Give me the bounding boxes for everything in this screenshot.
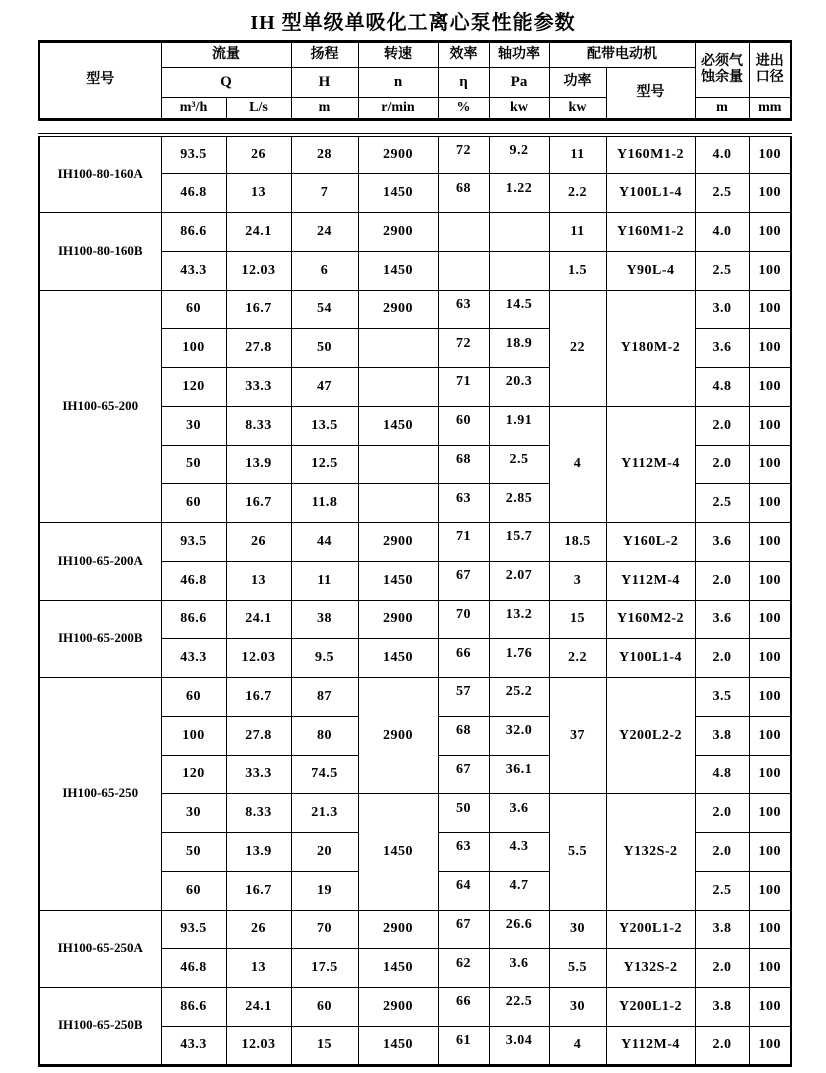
motor-power-cell: 37 [549,678,606,794]
speed-cell: 1450 [358,1026,438,1065]
head-cell: 60 [291,988,358,1027]
head-cell: 50 [291,329,358,368]
header-shaft-power-symbol: Pa [489,68,549,98]
speed-cell [358,368,438,407]
flow-m3h-cell: 43.3 [161,251,226,290]
header-npsh-line1: 必须气 [701,53,743,69]
motor-power-cell: 3 [549,561,606,600]
speed-cell: 2900 [358,988,438,1027]
diameter-cell: 100 [749,290,791,329]
npsh-cell: 2.5 [695,251,749,290]
npsh-cell: 3.6 [695,600,749,639]
shaft-power-cell [489,213,549,252]
efficiency-cell: 71 [438,523,489,562]
motor-model-cell: Y160L-2 [606,523,695,562]
head-cell: 80 [291,716,358,755]
shaft-power-cell: 4.3 [489,833,549,872]
efficiency-cell: 61 [438,1026,489,1065]
head-cell: 12.5 [291,445,358,484]
flow-ls-cell: 13.9 [226,833,291,872]
flow-ls-cell: 8.33 [226,794,291,833]
motor-power-cell: 22 [549,290,606,406]
efficiency-cell: 50 [438,794,489,833]
efficiency-cell: 68 [438,716,489,755]
efficiency-cell: 66 [438,988,489,1027]
shaft-power-cell: 2.5 [489,445,549,484]
table-row [39,600,791,639]
pump-model-cell: IH100-65-250 [39,678,161,911]
head-cell: 28 [291,135,358,174]
motor-model-cell: Y180M-2 [606,290,695,406]
diameter-cell: 100 [749,949,791,988]
speed-cell: 1450 [358,639,438,678]
diameter-cell: 100 [749,561,791,600]
shaft-power-cell: 3.6 [489,794,549,833]
unit-m3h: m³/h [161,98,226,120]
motor-model-cell: Y160M1-2 [606,135,695,174]
efficiency-cell [438,213,489,252]
efficiency-cell: 63 [438,833,489,872]
flow-ls-cell: 12.03 [226,251,291,290]
flow-m3h-cell: 50 [161,833,226,872]
npsh-cell: 3.0 [695,290,749,329]
motor-model-cell: Y112M-4 [606,561,695,600]
flow-ls-cell: 26 [226,523,291,562]
npsh-cell: 2.0 [695,794,749,833]
shaft-power-cell: 3.04 [489,1026,549,1065]
header-npsh-line2: 蚀余量 [701,70,743,85]
header-speed-symbol: n [358,68,438,98]
shaft-power-cell: 2.07 [489,561,549,600]
flow-ls-cell: 27.8 [226,716,291,755]
motor-power-cell: 5.5 [549,949,606,988]
motor-power-cell: 15 [549,600,606,639]
head-cell: 38 [291,600,358,639]
flow-ls-cell: 33.3 [226,368,291,407]
flow-m3h-cell: 46.8 [161,561,226,600]
flow-ls-cell: 13 [226,561,291,600]
speed-cell: 2900 [358,523,438,562]
motor-power-cell: 18.5 [549,523,606,562]
npsh-cell: 4.0 [695,213,749,252]
npsh-cell: 2.5 [695,484,749,523]
speed-cell [358,445,438,484]
speed-cell: 2900 [358,910,438,949]
motor-model-cell: Y160M2-2 [606,600,695,639]
motor-model-cell: Y160M1-2 [606,213,695,252]
shaft-power-cell: 13.2 [489,600,549,639]
flow-m3h-cell: 120 [161,368,226,407]
shaft-power-cell: 22.5 [489,988,549,1027]
flow-ls-cell: 13.9 [226,445,291,484]
shaft-power-cell: 2.85 [489,484,549,523]
efficiency-cell: 70 [438,600,489,639]
diameter-cell: 100 [749,600,791,639]
motor-model-cell: Y100L1-4 [606,639,695,678]
shaft-power-cell: 26.6 [489,910,549,949]
flow-ls-cell: 24.1 [226,988,291,1027]
motor-power-cell: 2.2 [549,174,606,213]
efficiency-cell: 72 [438,329,489,368]
header-diameter-line1: 进出 [755,53,784,69]
shaft-power-cell: 1.76 [489,639,549,678]
flow-m3h-cell: 86.6 [161,988,226,1027]
head-cell: 47 [291,368,358,407]
diameter-cell: 100 [749,639,791,678]
head-cell: 20 [291,833,358,872]
head-cell: 44 [291,523,358,562]
pump-model-cell: IH100-65-200B [39,600,161,678]
head-cell: 54 [291,290,358,329]
shaft-power-cell: 1.91 [489,406,549,445]
speed-cell: 2900 [358,290,438,329]
flow-ls-cell: 16.7 [226,678,291,717]
unit-diameter: mm [749,98,791,120]
flow-ls-cell: 26 [226,135,291,174]
diameter-cell: 100 [749,135,791,174]
motor-power-cell: 4 [549,406,606,522]
shaft-power-cell: 25.2 [489,678,549,717]
motor-power-cell: 30 [549,988,606,1027]
speed-cell: 1450 [358,561,438,600]
diameter-cell: 100 [749,523,791,562]
shaft-power-cell: 32.0 [489,716,549,755]
speed-cell [358,484,438,523]
diameter-cell: 100 [749,910,791,949]
npsh-cell: 3.5 [695,678,749,717]
flow-m3h-cell: 30 [161,794,226,833]
efficiency-cell: 67 [438,561,489,600]
efficiency-cell: 67 [438,755,489,794]
flow-ls-cell: 26 [226,910,291,949]
speed-cell: 1450 [358,174,438,213]
efficiency-cell: 68 [438,174,489,213]
diameter-cell: 100 [749,1026,791,1065]
efficiency-cell: 62 [438,949,489,988]
flow-m3h-cell: 86.6 [161,600,226,639]
flow-m3h-cell: 120 [161,755,226,794]
flow-ls-cell: 13 [226,174,291,213]
flow-m3h-cell: 60 [161,484,226,523]
flow-m3h-cell: 46.8 [161,949,226,988]
flow-m3h-cell: 30 [161,406,226,445]
npsh-cell: 2.0 [695,833,749,872]
motor-power-cell: 5.5 [549,794,606,910]
npsh-cell: 3.8 [695,988,749,1027]
pump-model-cell: IH100-65-200 [39,290,161,523]
speed-cell: 1450 [358,406,438,445]
flow-ls-cell: 12.03 [226,639,291,678]
head-cell: 70 [291,910,358,949]
diameter-cell: 100 [749,368,791,407]
page-title: IH 型单级单吸化工离心泵性能参数 [250,12,576,34]
npsh-cell: 2.0 [695,1026,749,1065]
flow-m3h-cell: 100 [161,716,226,755]
npsh-cell: 3.8 [695,716,749,755]
diameter-cell: 100 [749,678,791,717]
table-row [39,290,791,329]
head-cell: 7 [291,174,358,213]
header-flow: 流量 [161,42,291,68]
table-row [39,988,791,1027]
npsh-cell: 2.5 [695,871,749,910]
flow-m3h-cell: 60 [161,678,226,717]
head-cell: 6 [291,251,358,290]
header-flow-symbol: Q [161,68,291,98]
npsh-cell: 2.0 [695,639,749,678]
head-cell: 15 [291,1026,358,1065]
motor-model-cell: Y132S-2 [606,949,695,988]
npsh-cell: 2.5 [695,174,749,213]
motor-model-cell: Y200L2-2 [606,678,695,794]
table-row [39,135,791,174]
npsh-cell: 2.0 [695,561,749,600]
efficiency-cell: 60 [438,406,489,445]
flow-m3h-cell: 43.3 [161,639,226,678]
motor-power-cell: 1.5 [549,251,606,290]
flow-m3h-cell: 60 [161,290,226,329]
shaft-power-cell: 14.5 [489,290,549,329]
speed-cell: 2900 [358,600,438,639]
header-model: 型号 [39,42,161,120]
header-head-symbol: H [291,68,358,98]
diameter-cell: 100 [749,406,791,445]
header-table [38,40,792,121]
unit-npsh: m [695,98,749,120]
header-diameter-line2: 口径 [755,70,784,85]
diameter-cell: 100 [749,988,791,1027]
head-cell: 87 [291,678,358,717]
flow-ls-cell: 16.7 [226,484,291,523]
npsh-cell: 3.6 [695,523,749,562]
motor-model-cell: Y200L1-2 [606,988,695,1027]
flow-m3h-cell: 46.8 [161,174,226,213]
unit-efficiency: % [438,98,489,120]
table-row [39,910,791,949]
shaft-power-cell: 18.9 [489,329,549,368]
flow-ls-cell: 13 [226,949,291,988]
flow-m3h-cell: 60 [161,871,226,910]
shaft-power-cell: 36.1 [489,755,549,794]
motor-model-cell: Y112M-4 [606,1026,695,1065]
speed-cell: 1450 [358,251,438,290]
motor-power-cell: 30 [549,910,606,949]
diameter-cell: 100 [749,716,791,755]
npsh-cell: 4.8 [695,368,749,407]
header-npsh [695,42,749,98]
flow-m3h-cell: 93.5 [161,135,226,174]
speed-cell [358,329,438,368]
efficiency-cell: 66 [438,639,489,678]
motor-model-cell: Y100L1-4 [606,174,695,213]
diameter-cell: 100 [749,174,791,213]
flow-ls-cell: 24.1 [226,213,291,252]
flow-ls-cell: 16.7 [226,871,291,910]
table-row [39,523,791,562]
speed-cell: 1450 [358,794,438,910]
diameter-cell: 100 [749,871,791,910]
header-shaft-power: 轴功率 [489,42,549,68]
head-cell: 13.5 [291,406,358,445]
pump-model-cell: IH100-65-250B [39,988,161,1066]
diameter-cell: 100 [749,833,791,872]
shaft-power-cell [489,251,549,290]
unit-speed: r/min [358,98,438,120]
diameter-cell: 100 [749,484,791,523]
header-efficiency-symbol: η [438,68,489,98]
head-cell: 24 [291,213,358,252]
header-speed: 转速 [358,42,438,68]
speed-cell: 2900 [358,678,438,794]
flow-ls-cell: 8.33 [226,406,291,445]
npsh-cell: 3.6 [695,329,749,368]
head-cell: 11.8 [291,484,358,523]
efficiency-cell: 72 [438,135,489,174]
efficiency-cell: 63 [438,290,489,329]
table-row [39,213,791,252]
flow-m3h-cell: 93.5 [161,910,226,949]
motor-model-cell: Y132S-2 [606,794,695,910]
pump-model-cell: IH100-65-200A [39,523,161,601]
npsh-cell: 4.8 [695,755,749,794]
efficiency-cell: 71 [438,368,489,407]
shaft-power-cell: 15.7 [489,523,549,562]
unit-shaft-power: kw [489,98,549,120]
header-head: 扬程 [291,42,358,68]
speed-cell: 1450 [358,949,438,988]
flow-m3h-cell: 93.5 [161,523,226,562]
unit-head: m [291,98,358,120]
efficiency-cell: 67 [438,910,489,949]
header-motor-power: 功率 [549,68,606,98]
shaft-power-cell: 1.22 [489,174,549,213]
npsh-cell: 2.0 [695,949,749,988]
table-row [39,678,791,717]
motor-model-cell: Y112M-4 [606,406,695,522]
header-motor: 配带电动机 [549,42,695,68]
unit-ls: L/s [226,98,291,120]
flow-m3h-cell: 100 [161,329,226,368]
efficiency-cell [438,251,489,290]
motor-power-cell: 11 [549,135,606,174]
flow-m3h-cell: 86.6 [161,213,226,252]
speed-cell: 2900 [358,213,438,252]
diameter-cell: 100 [749,755,791,794]
shaft-power-cell: 20.3 [489,368,549,407]
npsh-cell: 2.0 [695,445,749,484]
flow-m3h-cell: 43.3 [161,1026,226,1065]
head-cell: 19 [291,871,358,910]
shaft-power-cell: 9.2 [489,135,549,174]
flow-ls-cell: 27.8 [226,329,291,368]
header-diameter [749,42,791,98]
diameter-cell: 100 [749,445,791,484]
npsh-cell: 4.0 [695,135,749,174]
diameter-cell: 100 [749,251,791,290]
head-cell: 17.5 [291,949,358,988]
data-table [38,133,792,1067]
diameter-cell: 100 [749,329,791,368]
motor-model-cell: Y90L-4 [606,251,695,290]
npsh-cell: 3.8 [695,910,749,949]
flow-ls-cell: 16.7 [226,290,291,329]
motor-power-cell: 11 [549,213,606,252]
header-motor-model: 型号 [606,68,695,120]
pump-model-cell: IH100-80-160A [39,135,161,213]
diameter-cell: 100 [749,794,791,833]
flow-m3h-cell: 50 [161,445,226,484]
motor-power-cell: 4 [549,1026,606,1065]
efficiency-cell: 57 [438,678,489,717]
unit-motor-power: kw [549,98,606,120]
flow-ls-cell: 33.3 [226,755,291,794]
head-cell: 11 [291,561,358,600]
header-efficiency: 效率 [438,42,489,68]
efficiency-cell: 63 [438,484,489,523]
npsh-cell: 2.0 [695,406,749,445]
efficiency-cell: 64 [438,871,489,910]
head-cell: 74.5 [291,755,358,794]
pump-model-cell: IH100-80-160B [39,213,161,291]
head-cell: 9.5 [291,639,358,678]
flow-ls-cell: 24.1 [226,600,291,639]
flow-ls-cell: 12.03 [226,1026,291,1065]
head-cell: 21.3 [291,794,358,833]
shaft-power-cell: 3.6 [489,949,549,988]
motor-model-cell: Y200L1-2 [606,910,695,949]
motor-power-cell: 2.2 [549,639,606,678]
pump-model-cell: IH100-65-250A [39,910,161,988]
shaft-power-cell: 4.7 [489,871,549,910]
diameter-cell: 100 [749,213,791,252]
speed-cell: 2900 [358,135,438,174]
efficiency-cell: 68 [438,445,489,484]
